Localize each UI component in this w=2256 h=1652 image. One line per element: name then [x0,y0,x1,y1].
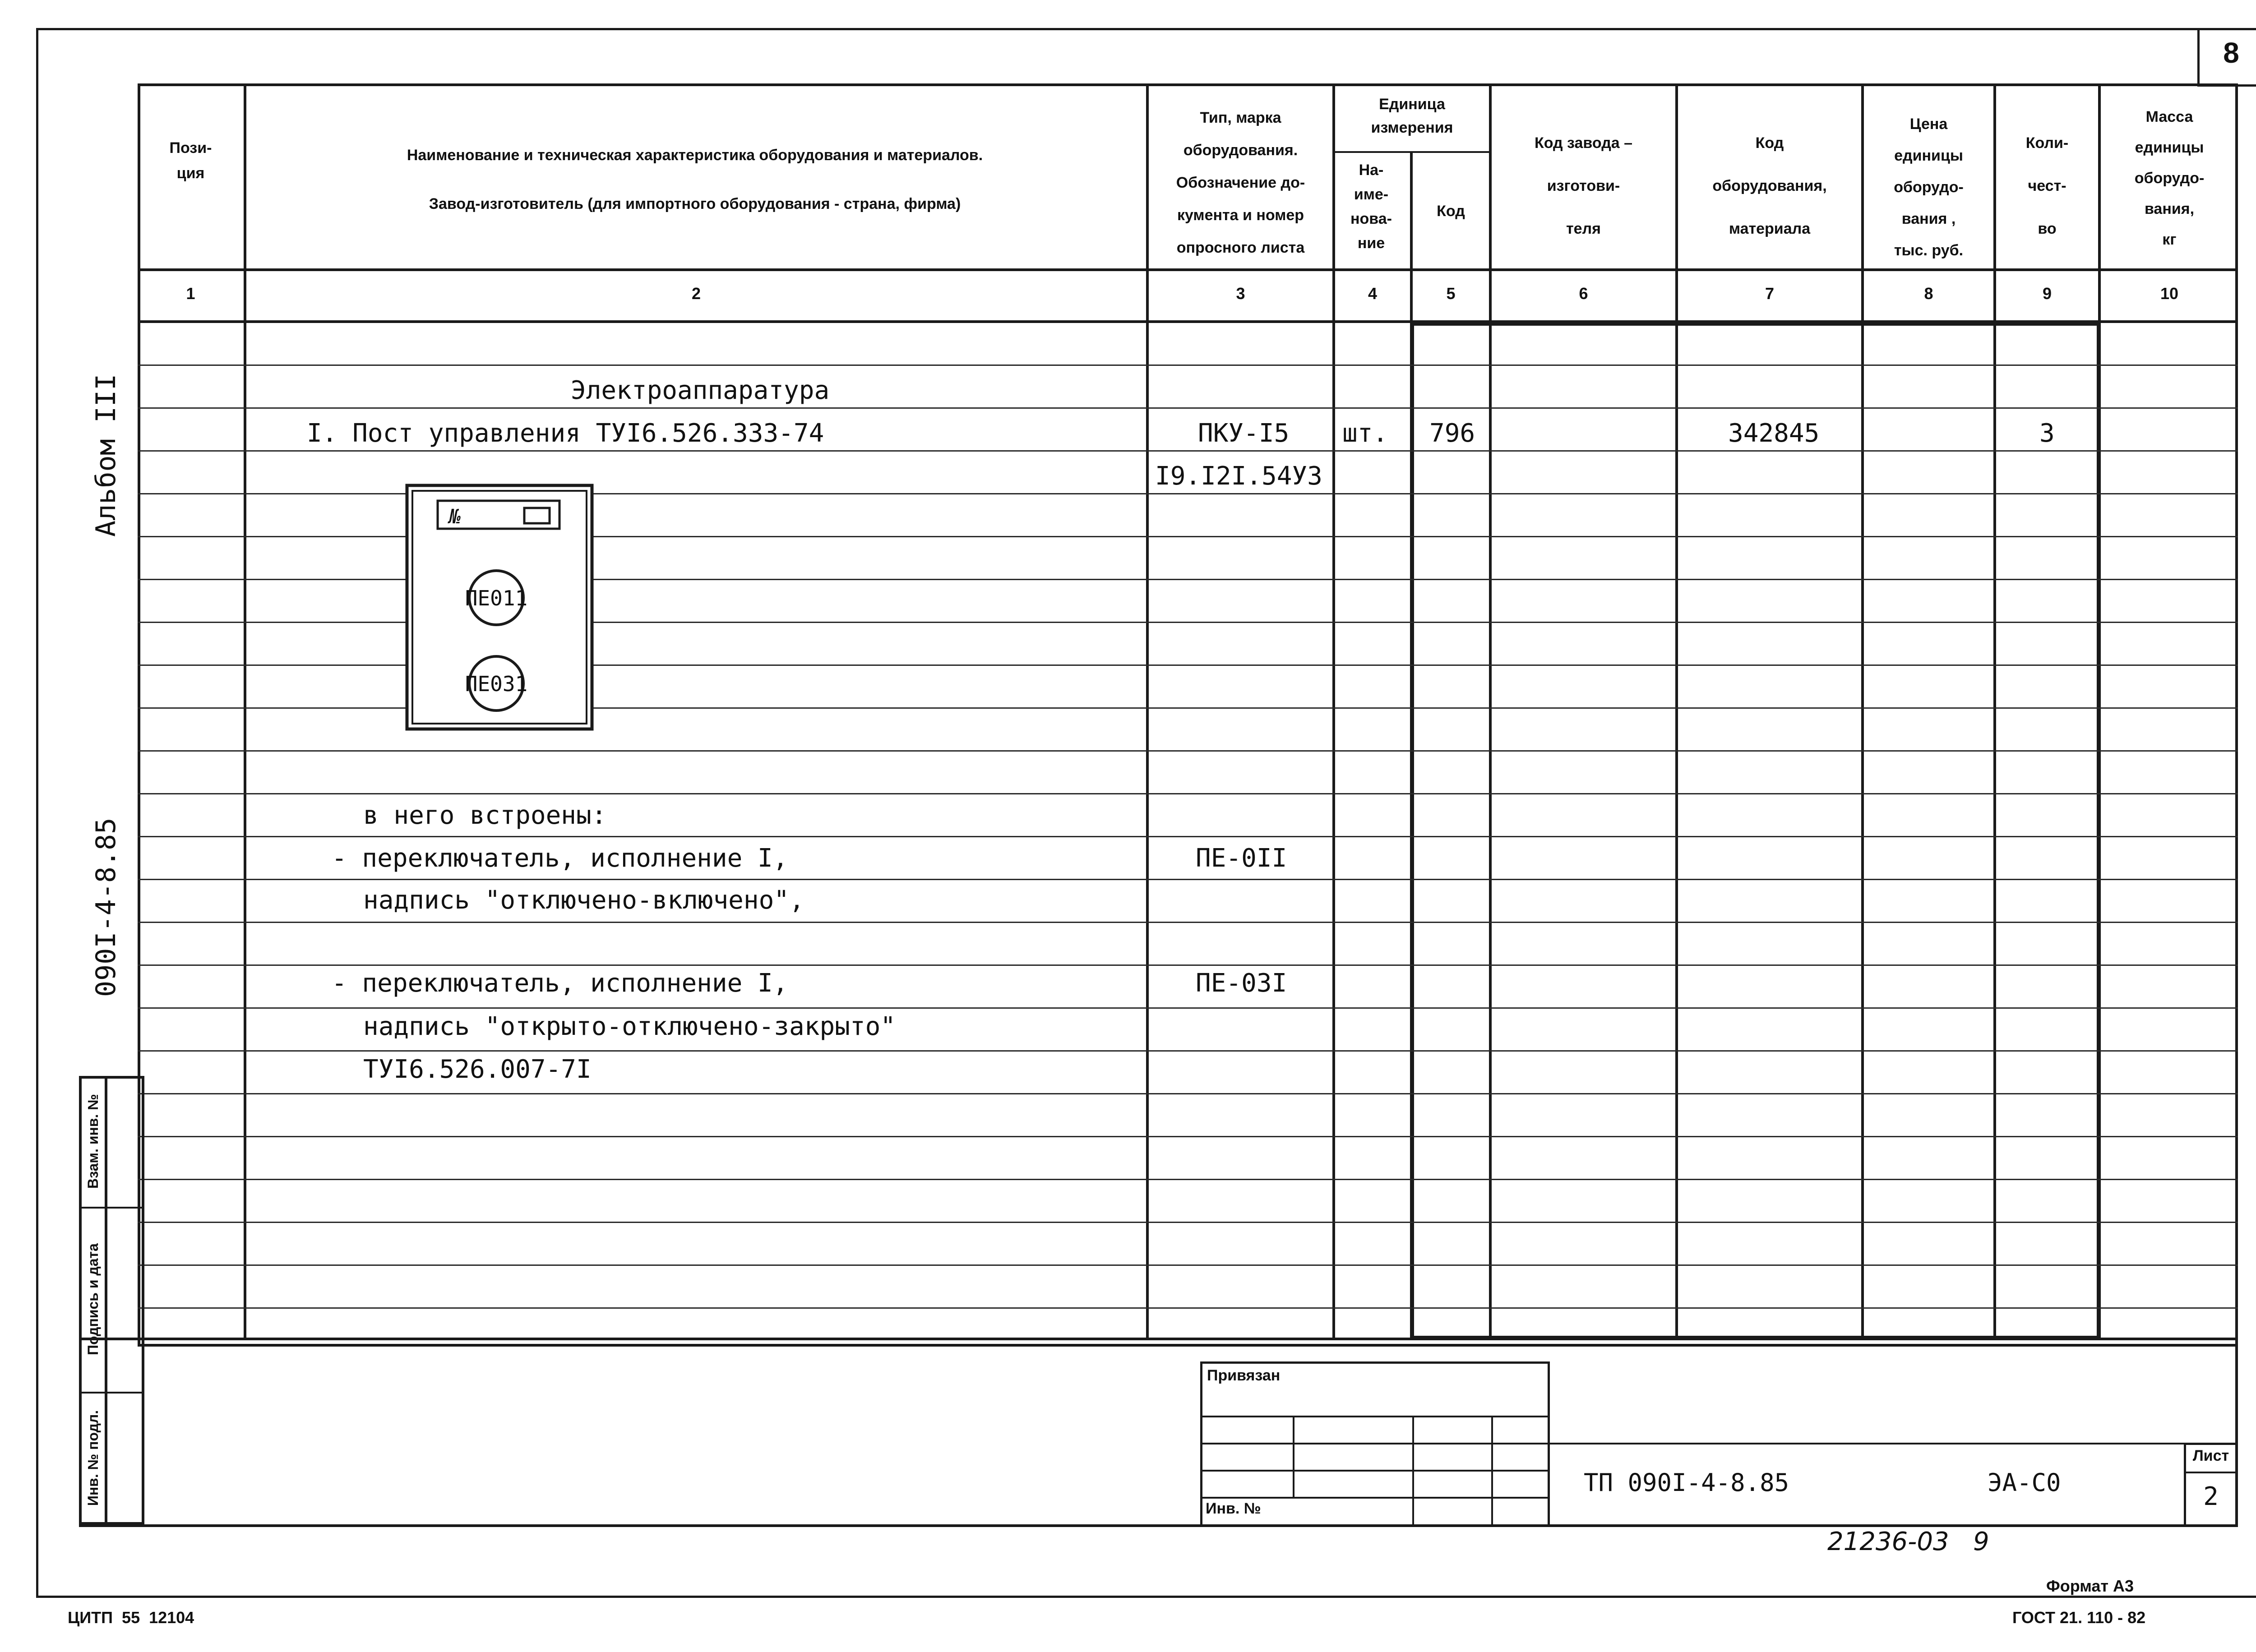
row-line [138,1264,2238,1266]
row-line [138,1093,2238,1094]
tb-top-line [1548,1443,2238,1444]
tb-line-4 [1200,1497,1550,1499]
row-line [138,1007,2238,1009]
project-code-side: 090I-4-8.85 [90,817,122,997]
col-header-2: Наименование и техническая характеристика оборудования и материалов. Завод-изготовитель (для импортного оборудования - страна, фирма) [407,147,983,212]
item1-unit: шт. [1342,419,1388,448]
item1-type: ПКУ-I5 [1198,419,1290,448]
panel-number-label: № [449,505,461,528]
col-header-5: Код [1437,203,1465,220]
col-header-7: Код оборудования, материала [1712,134,1827,237]
col-divider-2 [1146,83,1149,1340]
row-line [138,964,2238,966]
handwritten-number: 21236-03 9 [1827,1527,1989,1556]
row-line [138,750,2238,752]
switch1-line1: - переключатель, исполнение I, [332,844,788,873]
unit-group-divider [1332,151,1492,153]
section-title: Электроаппаратура [571,376,830,405]
item1-unit-code: 796 [1429,419,1475,448]
panel-button-1: ПЕ011 [465,586,528,610]
col-header-1: Пози- ция [169,139,212,182]
row-line [138,1136,2238,1137]
col-header-3: Тип, марка оборудования. Обозначение до- кумента и номер опросного листа [1176,109,1305,256]
switch2-line3: ТУI6.526.007-7I [363,1055,592,1084]
tb-line-1 [1200,1416,1550,1417]
tb-line-3 [1200,1470,1550,1472]
col-num-7: 7 [1765,284,1775,303]
item1-equipment-code: 342845 [1728,419,1820,448]
tb-v-1 [1293,1416,1294,1497]
col-num-2: 2 [691,284,701,303]
row-line [138,1179,2238,1180]
inv-no-label: Инв. № [1206,1500,1261,1517]
col-header-8: Цена единицы оборудо- вания , тыс. руб. [1894,115,1964,259]
stamp-label-2: Подпись и дата [85,1243,101,1355]
attached-label: Привязан [1207,1367,1281,1384]
col-header-4: На- име- нова- ние [1350,162,1392,252]
col-num-9: 9 [2042,284,2052,303]
row-line [138,365,2238,366]
format-label: Формат А3 [2046,1577,2134,1595]
col-num-4: 4 [1368,284,1378,303]
tb-v-2 [1412,1416,1414,1527]
built-in-label: в него встроены: [363,801,607,830]
row-line [138,836,2238,837]
col-num-5: 5 [1446,284,1456,303]
switch2-line1: - переключатель, исполнение I, [332,969,788,998]
tb-line-2 [1200,1443,1550,1444]
col-num-6: 6 [1579,284,1588,303]
sheet-number: 2 [2203,1482,2219,1511]
row-line [138,1307,2238,1309]
switch1-line2: надпись "отключено-включено", [363,886,804,915]
tb-project-code: ТП 090I-4-8.85 [1584,1468,1789,1497]
row-line [138,1050,2238,1052]
col-divider-1 [244,83,246,1340]
item1-name: I. Пост управления ТУI6.526.333-74 [307,419,824,448]
sheet-box-divider [2184,1472,2238,1473]
unit-group-header: Единица измерения [1371,96,1453,136]
stamp-label-3: Инв. № подл. [85,1410,101,1506]
control-panel-drawing [402,483,600,731]
bold-box-cols-5-9 [1410,322,2101,1340]
sheet-label: Лист [2192,1447,2229,1464]
col-divider-3 [1332,83,1335,1340]
footer-left: ЦИТП 55 12104 [68,1608,194,1627]
col-num-1: 1 [186,284,195,303]
item1-doc: I9.I2I.54У3 [1155,461,1322,491]
row-line [138,407,2238,409]
panel-button-2: ПЕ031 [465,672,528,696]
col-num-10: 10 [2160,284,2179,303]
col-header-6: Код завода – изготови- теля [1534,134,1633,237]
switch2-line2: надпись "открыто-отключено-закрыто" [363,1012,896,1041]
col-header-10: Масса единицы оборудо- вания, кг [2134,108,2205,248]
col-num-8: 8 [1924,284,1933,303]
stamp-divider-1 [79,1207,144,1209]
row-line [138,879,2238,880]
album-label: Альбом III [90,374,122,537]
page-number: 8 [2223,37,2239,69]
tb-doc-code: ЭА-С0 [1988,1468,2061,1497]
row-line [138,793,2238,794]
row-line [138,450,2238,452]
item1-quantity: 3 [2039,419,2055,448]
header-divider [138,268,2238,271]
row-line [138,1222,2238,1223]
switch2-type: ПЕ-03I [1196,969,1287,998]
tb-v-3 [1491,1416,1493,1527]
stamp-label-1: Взам. инв. № [85,1094,101,1189]
bottom-strip [79,1338,2238,1527]
row-line [138,922,2238,923]
col-num-3: 3 [1236,284,1245,303]
switch1-type: ПЕ-0II [1196,844,1287,873]
gost-label: ГОСТ 21. 110 - 82 [2012,1608,2146,1627]
col-header-9: Коли- чест- во [2025,134,2069,237]
